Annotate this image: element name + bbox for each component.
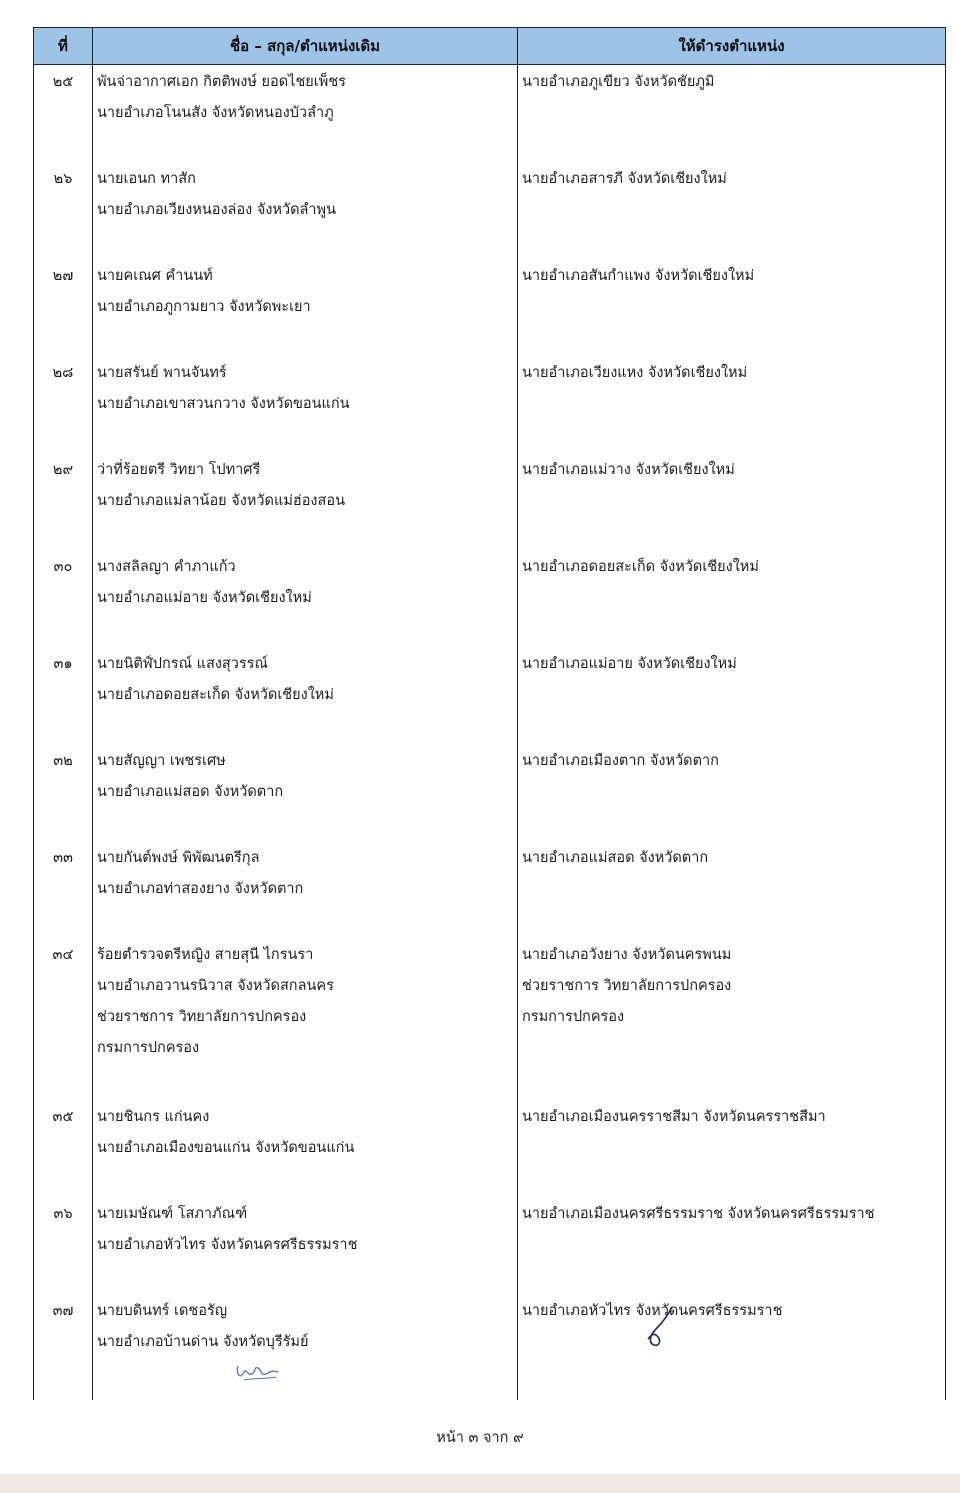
- row-number: ๓๖: [34, 1197, 93, 1294]
- new-position-line: นายอำเภอดอยสะเก็ด จังหวัดเชียงใหม่: [522, 558, 759, 575]
- old-position-line: นายอำเภอแม่ลาน้อย จังหวัดแม่ฮ่องสอน: [97, 492, 345, 509]
- header-number: ที่: [34, 28, 93, 65]
- table-body: [34, 65, 946, 1400]
- old-position-line: นายอำเภอดอยสะเก็ด จังหวัดเชียงใหม่: [97, 686, 334, 703]
- new-position-cell: [518, 1100, 946, 1197]
- name-old-position-cell: [93, 65, 518, 162]
- header-name-old-position: ชื่อ – สกุล/ตำแหน่งเดิม: [93, 28, 518, 65]
- person-name: นายบดินทร์ เดชอรัญ: [97, 1302, 228, 1319]
- new-position-line: นายอำเภอแม่อาย จังหวัดเชียงใหม่: [522, 655, 737, 672]
- name-old-position-cell: [93, 1197, 518, 1294]
- old-position-line: กรมการปกครอง: [97, 1039, 200, 1056]
- new-position-line: นายอำเภอสันกำแพง จังหวัดเชียงใหม่: [522, 267, 755, 284]
- table-row: [34, 744, 946, 841]
- new-position-cell: [518, 162, 946, 259]
- old-position-line: นายอำเภอหัวไทร จังหวัดนครศรีธรรมราช: [97, 1236, 358, 1253]
- handwritten-initials-left: [97, 1358, 517, 1384]
- old-position-line: นายอำเภอเวียงหนองล่อง จังหวัดลำพูน: [97, 201, 337, 218]
- new-position-cell: [518, 453, 946, 550]
- new-position-cell: [518, 841, 946, 938]
- table-row: [34, 1100, 946, 1197]
- table-row: [34, 1197, 946, 1294]
- person-name: นายคเณศ คำนนท์: [97, 267, 213, 284]
- row-number: ๓๑: [34, 647, 93, 744]
- table-row: [34, 938, 946, 1100]
- table-row: [34, 162, 946, 259]
- table-row: [34, 647, 946, 744]
- row-number: ๒๕: [34, 65, 93, 162]
- person-name: นายสรันย์ พานจันทร์: [97, 364, 227, 381]
- name-old-position-cell: [93, 1100, 518, 1197]
- name-old-position-cell: [93, 356, 518, 453]
- new-position-cell: [518, 65, 946, 162]
- row-number: ๒๙: [34, 453, 93, 550]
- old-position-line: นายอำเภอโนนสัง จังหวัดหนองบัวลำภู: [97, 105, 334, 121]
- new-position-cell: [518, 550, 946, 647]
- new-position-cell: [518, 744, 946, 841]
- row-number: ๓๔: [34, 938, 93, 1100]
- old-position-line: นายอำเภอท่าสองยาง จังหวัดตาก: [97, 880, 304, 897]
- row-number: ๓๓: [34, 841, 93, 938]
- header-new-position: ให้ดำรงตำแหน่ง: [518, 28, 946, 65]
- row-number: ๒๖: [34, 162, 93, 259]
- old-position-line: นายอำเภอเขาสวนกวาง จังหวัดขอนแก่น: [97, 395, 350, 412]
- old-position-line: ช่วยราชการ วิทยาลัยการปกครอง: [97, 1008, 307, 1025]
- name-old-position-cell: [93, 744, 518, 841]
- row-number: ๓๐: [34, 550, 93, 647]
- new-position-line: นายอำเภอแม่วาง จังหวัดเชียงใหม่: [522, 461, 735, 478]
- table-row: [34, 841, 946, 938]
- row-number: ๒๗: [34, 259, 93, 356]
- person-name: ร้อยตำรวจตรีหญิง สายสุนี ไกรนรา: [97, 946, 314, 963]
- name-old-position-cell: [93, 259, 518, 356]
- new-position-line: นายอำเภอเวียงแหง จังหวัดเชียงใหม่: [522, 364, 748, 381]
- new-position-line: ช่วยราชการ วิทยาลัยการปกครอง: [522, 977, 732, 994]
- person-name: พันจ่าอากาศเอก กิตติพงษ์ ยอดไชยเพ็ชร: [97, 74, 346, 90]
- name-old-position-cell: [93, 841, 518, 938]
- table-row: [34, 356, 946, 453]
- name-old-position-cell: [93, 938, 518, 1100]
- new-position-cell: [518, 647, 946, 744]
- new-position-line: กรมการปกครอง: [522, 1008, 625, 1025]
- person-name: นายกันต์พงษ์ พิพัฒนตรีกุล: [97, 849, 260, 866]
- name-old-position-cell: [93, 162, 518, 259]
- table-row: [34, 1294, 946, 1400]
- new-position-cell: [518, 259, 946, 356]
- old-position-line: นายอำเภอเมืองขอนแก่น จังหวัดขอนแก่น: [97, 1139, 355, 1156]
- new-position-cell: [518, 1197, 946, 1294]
- old-position-line: นายอำเภอบ้านด่าน จังหวัดบุรีรัมย์: [97, 1333, 309, 1350]
- new-position-line: นายอำเภอวังยาง จังหวัดนครพนม: [522, 946, 732, 963]
- table-header-row: [34, 28, 946, 65]
- appointment-table: [33, 27, 946, 1400]
- new-position-line: นายอำเภอเมืองนครราชสีมา จังหวัดนครราชสีมา: [522, 1108, 826, 1125]
- table-row: [34, 259, 946, 356]
- new-position-line: นายอำเภอภูเขียว จังหวัดชัยภูมิ: [522, 74, 715, 90]
- new-position-cell: [518, 356, 946, 453]
- old-position-line: นายอำเภอวานรนิวาส จังหวัดสกลนคร: [97, 977, 334, 994]
- row-number: ๒๘: [34, 356, 93, 453]
- new-position-line: นายอำเภอหัวไทร จังหวัดนครศรีธรรมราช: [522, 1302, 783, 1319]
- person-name: นายนิติฬ์ปกรณ์ แสงสุวรรณ์: [97, 655, 268, 672]
- new-position-line: นายอำเภอเมืองนครศรีธรรมราช จังหวัดนครศรีธรรมราช: [522, 1205, 875, 1222]
- person-name: ว่าที่ร้อยตรี วิทยา โปทาศรี: [97, 461, 261, 478]
- name-old-position-cell: [93, 647, 518, 744]
- new-position-line: นายอำเภอสารภี จังหวัดเชียงใหม่: [522, 170, 727, 187]
- new-position-cell: [518, 1294, 946, 1400]
- row-number: ๓๗: [34, 1294, 93, 1400]
- name-old-position-cell: [93, 550, 518, 647]
- old-position-line: นายอำเภอแม่อาย จังหวัดเชียงใหม่: [97, 589, 312, 606]
- old-position-line: นายอำเภอแม่สอด จังหวัดตาก: [97, 783, 284, 800]
- person-name: นางสลิลญา คำภาแก้ว: [97, 558, 236, 575]
- row-number: ๓๕: [34, 1100, 93, 1197]
- page-number-footer: หน้า ๓ จาก ๙: [436, 1430, 524, 1446]
- name-old-position-cell: [93, 453, 518, 550]
- table-row: [34, 65, 946, 162]
- person-name: นายเอนก ทาสัก: [97, 170, 196, 187]
- table-row: [34, 453, 946, 550]
- new-position-line: นายอำเภอเมืองตาก จังหวัดตาก: [522, 752, 719, 769]
- new-position-line: นายอำเภอแม่สอด จังหวัดตาก: [522, 849, 709, 866]
- name-old-position-cell: [93, 1294, 518, 1400]
- bottom-edge-band: [0, 1474, 960, 1493]
- person-name: นายสัญญา เพชรเศษ: [97, 752, 226, 769]
- person-name: นายเมษัณฑ์ โสภาภัณฑ์: [97, 1205, 248, 1222]
- row-number: ๓๒: [34, 744, 93, 841]
- old-position-line: นายอำเภอภูกามยาว จังหวัดพะเยา: [97, 298, 311, 315]
- table-row: [34, 550, 946, 647]
- new-position-cell: [518, 938, 946, 1100]
- person-name: นายชินกร แก่นคง: [97, 1108, 210, 1125]
